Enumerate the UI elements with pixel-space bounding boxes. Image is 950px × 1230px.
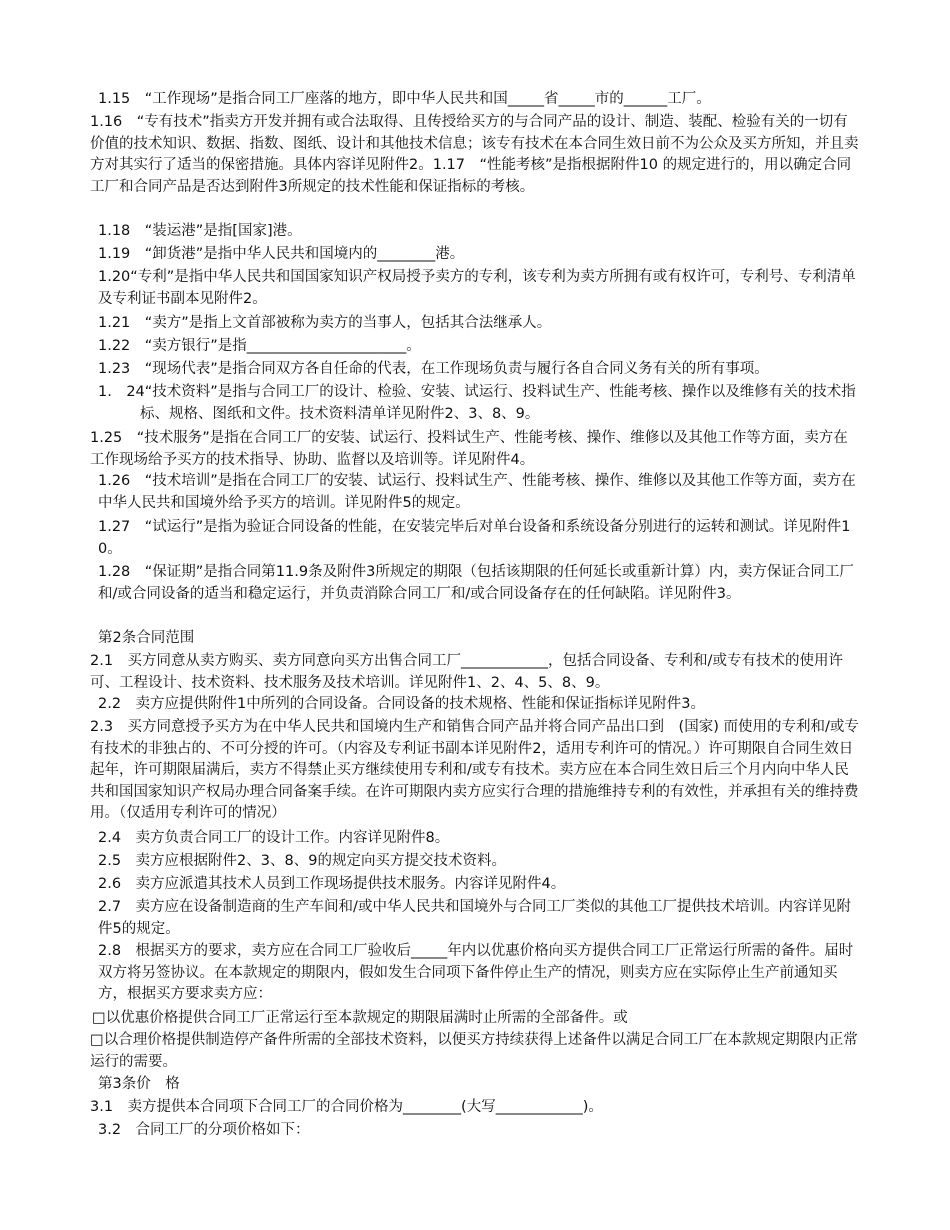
clause-2-2: 2.2 卖方应提供附件1中所列的合同设备。合同设备的技术规格、性能和保证指标详见附件3。: [98, 696, 706, 712]
clause-2-8: 2.8 根据买方的要求，卖方应在合同工厂验收后_____年内以优惠价格向买方提供合同工厂正常运行所需的备件。届时双方将另签协议。在本款规定的期限内，假如发生合同项下备件停止生产的情况，则卖方应在实际停止生产前通知买方，根据买方要求卖方应：: [98, 943, 854, 1003]
clause-1-19: 1.19 “卸货港”是指中华人民共和国境内的________港。: [98, 246, 465, 262]
clause-2-3: 2.3 买方同意授予买方为在中华人民共和国境内生产和销售合同产品并将合同产品出口到 (国家) 而使用的专利和/或专有技术的非独占的、不可分授的许可。（内容及专利证书副本详见附件2，适用专利许可的情况。）许可期限自合同生效日起年，许可期限届满后，卖方不得禁止买方继续使用专利和/或专有技术。卖方应在本合同生效日后三个月内向中华人民共和国国家知识产权局办理合同备案手续。在许可期限内卖方应实行合理的措施维持专利的有效性，并承担有关的维持费用。（仅适用专利许可的情况）: [90, 719, 859, 822]
clause-1-25: 1.25 “技术服务”是指在合同工厂的安装、试运行、投料试生产、性能考核、操作、维修以及其他工作等方面，卖方在工作现场给予买方的技术指导、协助、监督以及培训等。详见附件4。: [90, 430, 848, 468]
clause-1-21: 1.21 “卖方”是指上文首部被称为卖方的当事人，包括其合法继承人。: [98, 315, 552, 331]
option-reasonable-price: □以合理价格提供制造停产备件所需的全部技术资料，以便买方持续获得上述备件以满足合同工厂在本款规定期限内正常运行的需要。: [90, 1032, 858, 1070]
clause-1-15: 1.15 “工作现场”是指合同工厂座落的地方，即中华人民共和国_____省_____市的______工厂。: [98, 91, 711, 107]
clause-1-28: 1.28 “保证期”是指合同第11.9条及附件3所规定的期限（包括该期限的任何延长或重新计算）内，卖方保证合同工厂和/或合同设备的适当和稳定运行，并负责消除合同工厂和/或合同设备存在的任何缺陷。详见附件3。: [98, 564, 854, 602]
clause-2-5: 2.5 卖方应根据附件2、3、8、9的规定向买方提交技术资料。: [98, 853, 506, 869]
clause-1-16-1-17: 1.16 “专有技术”指卖方开发并拥有或合法取得、且传授给买方的与合同产品的设计、制造、装配、检验有关的一切有价值的技术知识、数据、指数、图纸、设计和其他技术信息；该专有技术在本合同生效日前不为公众及买方所知，并且卖方对其实行了适当的保密措施。具体内容详见附件2。1.17 “性能考核”是指根据附件10 的规定进行的，用以确定合同工厂和合同产品是否达到附件3所规定的技术性能和保证指标的考核。: [90, 114, 859, 195]
clause-1-18: 1.18 “装运港”是指[国家]港。: [98, 223, 302, 239]
clause-1-20: 1.20“专利”是指中华人民共和国国家知识产权局授予卖方的专利，该专利为卖方所拥有或有权许可，专利号、专利清单及专利证书副本见附件2。: [98, 269, 856, 307]
clause-2-1: 2.1 买方同意从卖方购买、卖方同意向买方出售合同工厂____________，包括合同设备、专利和/或专有技术的使用许可、工程设计、技术资料、技术服务及技术培训。详见附件1、2、4、5、8、9。: [90, 653, 843, 691]
clause-1-23: 1.23 “现场代表”是指合同双方各自任命的代表，在工作现场负责与履行各自合同义务有关的所有事项。: [98, 361, 769, 377]
clause-1-24: 1. 24“技术资料”是指与合同工厂的设计、检验、安装、试运行、投料试生产、性能考核、操作以及维修有关的技术指标、规格、图纸和文件。技术资料清单详见附件2、3、8、9。: [98, 384, 856, 422]
article-2-heading: 第2条合同范围: [98, 630, 195, 646]
clause-1-22: 1.22 “卖方银行”是指______________________。: [98, 338, 421, 354]
clause-2-4: 2.4 卖方负责合同工厂的设计工作。内容详见附件8。: [98, 830, 450, 846]
clause-2-6: 2.6 卖方应派遣其技术人员到工作现场提供技术服务。内容详见附件4。: [98, 876, 566, 892]
article-3-heading: 第3条价 格: [98, 1076, 180, 1092]
clause-1-26: 1.26 “技术培训”是指在合同工厂的安装、试运行、投料试生产、性能考核、操作、维修以及其他工作等方面，卖方在中华人民共和国境外给予买方的培训。详见附件5的规定。: [98, 473, 856, 511]
clause-2-7: 2.7 卖方应在设备制造商的生产车间和/或中华人民共和国境外与合同工厂类似的其他工厂提供技术培训。内容详见附件5的规定。: [98, 899, 851, 937]
option-preferential-price: □以优惠价格提供合同工厂正常运行至本款规定的期限届满时止所需的全部备件。或: [92, 1010, 628, 1026]
clause-1-27: 1.27 “试运行”是指为验证合同设备的性能，在安装完毕后对单台设备和系统设备分别进行的运转和测试。详见附件10。: [98, 519, 851, 557]
clause-3-2: 3.2 合同工厂的分项价格如下：: [98, 1122, 310, 1138]
clause-3-1: 3.1 卖方提供本合同项下合同工厂的合同价格为________(大写____________)。: [90, 1099, 603, 1115]
